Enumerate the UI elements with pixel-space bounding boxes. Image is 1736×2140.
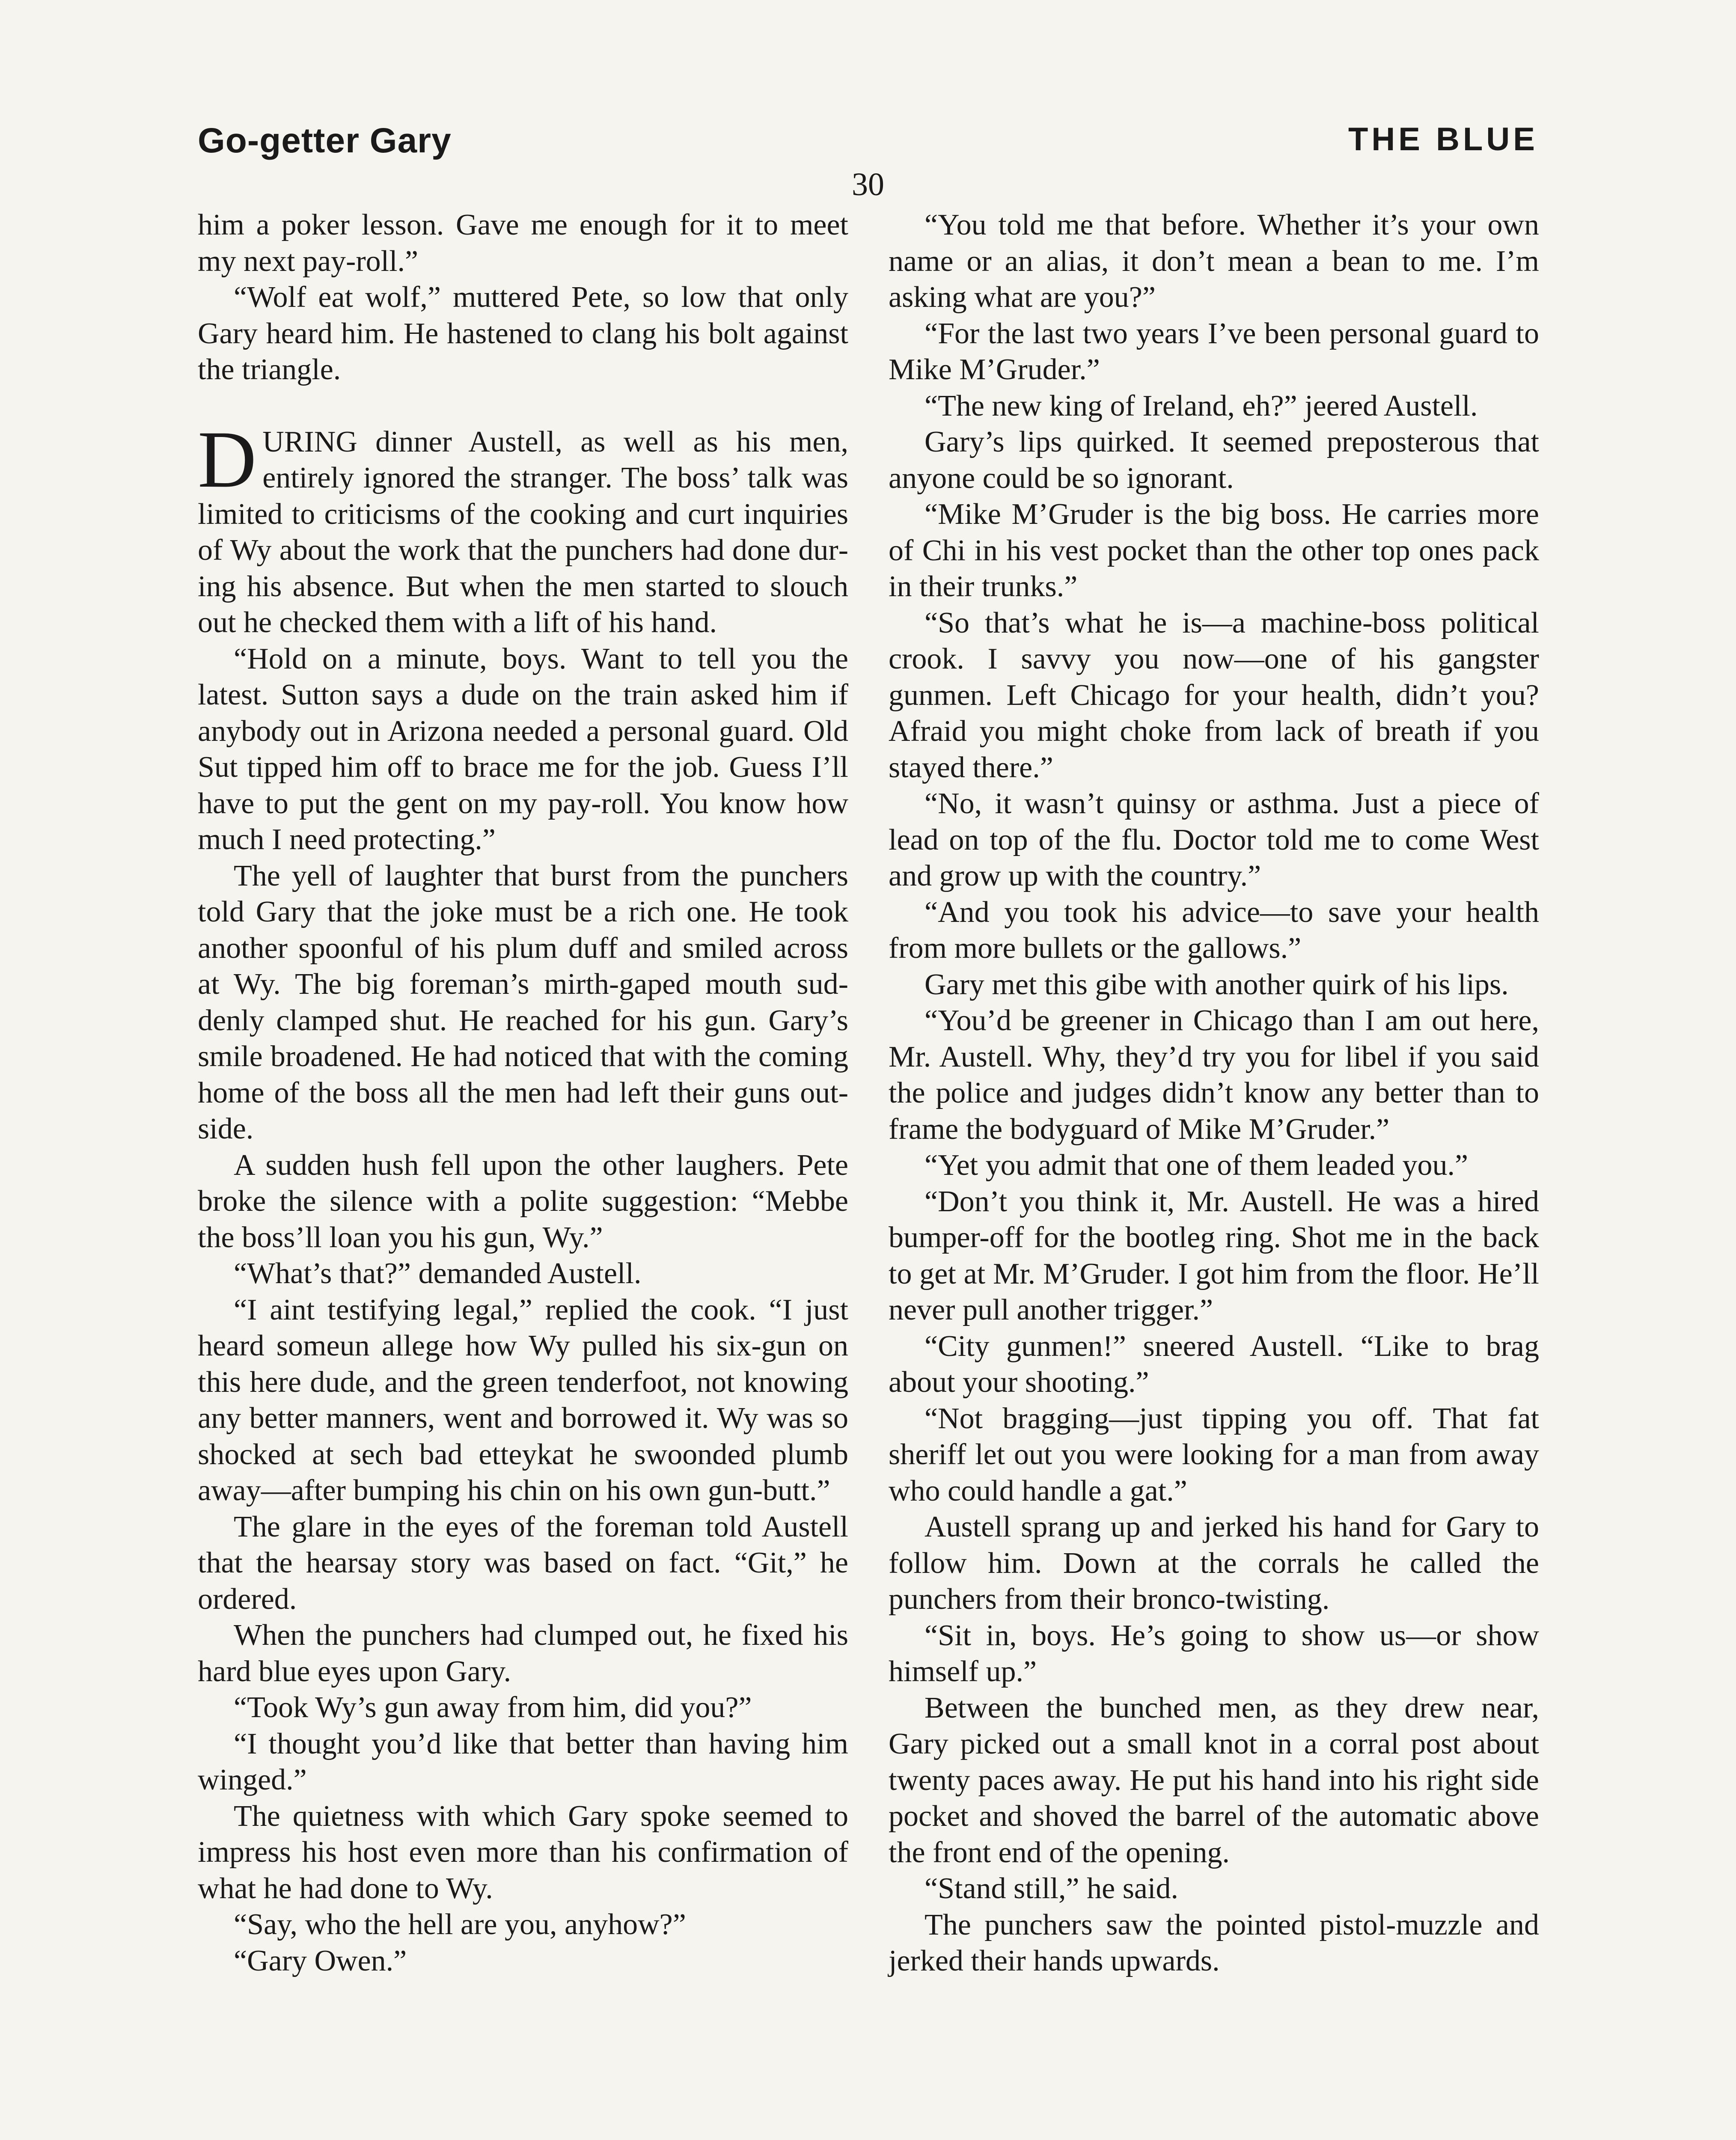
paragraph: “Yet you admit that one of them leaded you.” [924, 1149, 1468, 1182]
paragraph: him a poker lesson. Gave me enough for it to meet my next pay-roll.” [198, 208, 848, 278]
paragraph: “City gunmen!” sneered Austell. “Like to brag about your shooting.” [889, 1329, 1539, 1399]
paragraph: “What’s that?” demanded Austell. [234, 1257, 642, 1290]
drop-cap: D [198, 414, 257, 505]
paragraph: Gary met this gibe with another quirk of his lips. [924, 968, 1509, 1001]
paragraph: “Gary Owen.” [234, 1944, 407, 1977]
paragraph: “Took Wy’s gun away from him, did you?” [234, 1691, 752, 1724]
paragraph: When the punchers had clumped out, he fixed his hard blue eyes upon Gary. [198, 1619, 848, 1688]
paragraph: “Hold on a minute, boys. Want to tell you the latest. Sutton says a dude on the train asked him if anybody out in Arizona needed a personal guard. Old Sut tipped him off to brace me for the job. Guess I’ll have to put the gent on my pay-roll. You know how much I need protecting.” [198, 642, 848, 856]
paragraph: “You told me that before. Whether it’s your own name or an alias, it don’t mean a bean to me. I’m asking what are you?” [889, 208, 1539, 314]
story-title: Go-getter Gary [198, 121, 452, 160]
paragraph: Between the bunched men, as they drew near, Gary picked out a small knot in a corral post about twenty paces away. He put his hand into his right side pocket and shoved the barrel of the automatic above the front end of the opening. [889, 1691, 1539, 1869]
paragraph: “And you took his advice—to save your health from more bullets or the gallows.” [889, 895, 1539, 965]
paragraph: “The new king of Ireland, eh?” jeered Austell. [924, 389, 1478, 422]
paragraph: The yell of laughter that burst from the punchers told Gary that the joke must be a rich one. He took another spoonful of his plum duff and smiled across at Wy. The big foreman’s mirth-gaped mouth suddenly clamped shut. He reached for his gun. Gary’s smile broadened. He had noticed that with the coming home of the boss all the men had left their guns outside. [198, 859, 848, 1145]
paragraph: Gary’s lips quirked. It seemed preposterous that anyone could be so ignorant. [889, 425, 1539, 495]
paragraph: “I aint testifying legal,” replied the cook. “I just heard someun allege how Wy pulled his six-gun on this here dude, and the green tenderfoot, not knowing any better manners, went and borrowed it. Wy was so shocked at sech bad etteykat he swoonded plumb away—after bumping his chin on his own gun-butt.” [198, 1293, 848, 1507]
paragraph: “Sit in, boys. He’s going to show us—or show himself up.” [889, 1619, 1539, 1688]
page-number: 30 [852, 166, 884, 202]
paragraph: “Mike M’Gruder is the big boss. He carries more of Chi in his vest pocket than the other top ones pack in their trunks.” [889, 498, 1539, 603]
paragraph: A sudden hush fell upon the other laughers. Pete broke the silence with a polite suggestion: “Mebbe the boss’ll loan you his gun, Wy.” [198, 1148, 848, 1254]
paragraph: The quietness with which Gary spoke seemed to impress his host even more than his confirmation of what he had done to Wy. [198, 1799, 848, 1905]
section-opening-paragraph [198, 414, 848, 641]
paragraph: “Say, who the hell are you, anyhow?” [234, 1908, 686, 1941]
paragraph-text: URING dinner Austell, as well as his men, entirely ignored the stranger. The boss’ talk was limited to criticisms of the cooking and curt inquiries of Wy about the work that the punchers had done during his absence. But when the men started to slouch out he checked them with a lift of his hand. [198, 425, 848, 639]
paragraph: “No, it wasn’t quinsy or asthma. Just a piece of lead on top of the flu. Doctor told me to come West and grow up with the country.” [889, 787, 1539, 892]
paragraph: “You’d be greener in Chicago than I am out here, Mr. Austell. Why, they’d try you for libel if you said the police and judges didn’t know any better than to frame the bodyguard of Mike M’Gruder.” [889, 1004, 1539, 1146]
right-column [889, 207, 1539, 1980]
paragraph: “So that’s what he is—a machine-boss political crook. I savvy you now—one of his gangster gunmen. Left Chicago for your health, didn’t you? Afraid you might choke from lack of breath if you stayed there.” [889, 606, 1539, 784]
paragraph: The glare in the eyes of the foreman told Austell that the hearsay story was based on fact. “Git,” he ordered. [198, 1510, 848, 1616]
paragraph: “Not bragging—just tipping you off. That fat sheriff let out you were looking for a man from away who could handle a gat.” [889, 1402, 1539, 1507]
paragraph: “Stand still,” he said. [924, 1872, 1178, 1905]
paragraph: The punchers saw the pointed pistol-muzzle and jerked their hands upwards. [889, 1908, 1539, 1977]
paragraph: “I thought you’d like that better than having him winged.” [198, 1727, 848, 1796]
magazine-title: THE BLUE [1348, 121, 1538, 158]
left-column [198, 207, 848, 1979]
paragraph: Austell sprang up and jerked his hand for Gary to follow him. Down at the corrals he called the punchers from their bronco-twisting. [889, 1510, 1539, 1616]
paragraph: “Don’t you think it, Mr. Austell. He was a hired bumper-off for the bootleg ring. Shot me in the back to get at Mr. M’Gruder. I got him from the floor. He’ll never pull another trigger.” [889, 1185, 1539, 1326]
paragraph: “For the last two years I’ve been personal guard to Mike M’Gruder.” [889, 317, 1539, 386]
paragraph: “Wolf eat wolf,” muttered Pete, so low that only Gary heard him. He hastened to clang his bolt against the triangle. [198, 281, 848, 386]
